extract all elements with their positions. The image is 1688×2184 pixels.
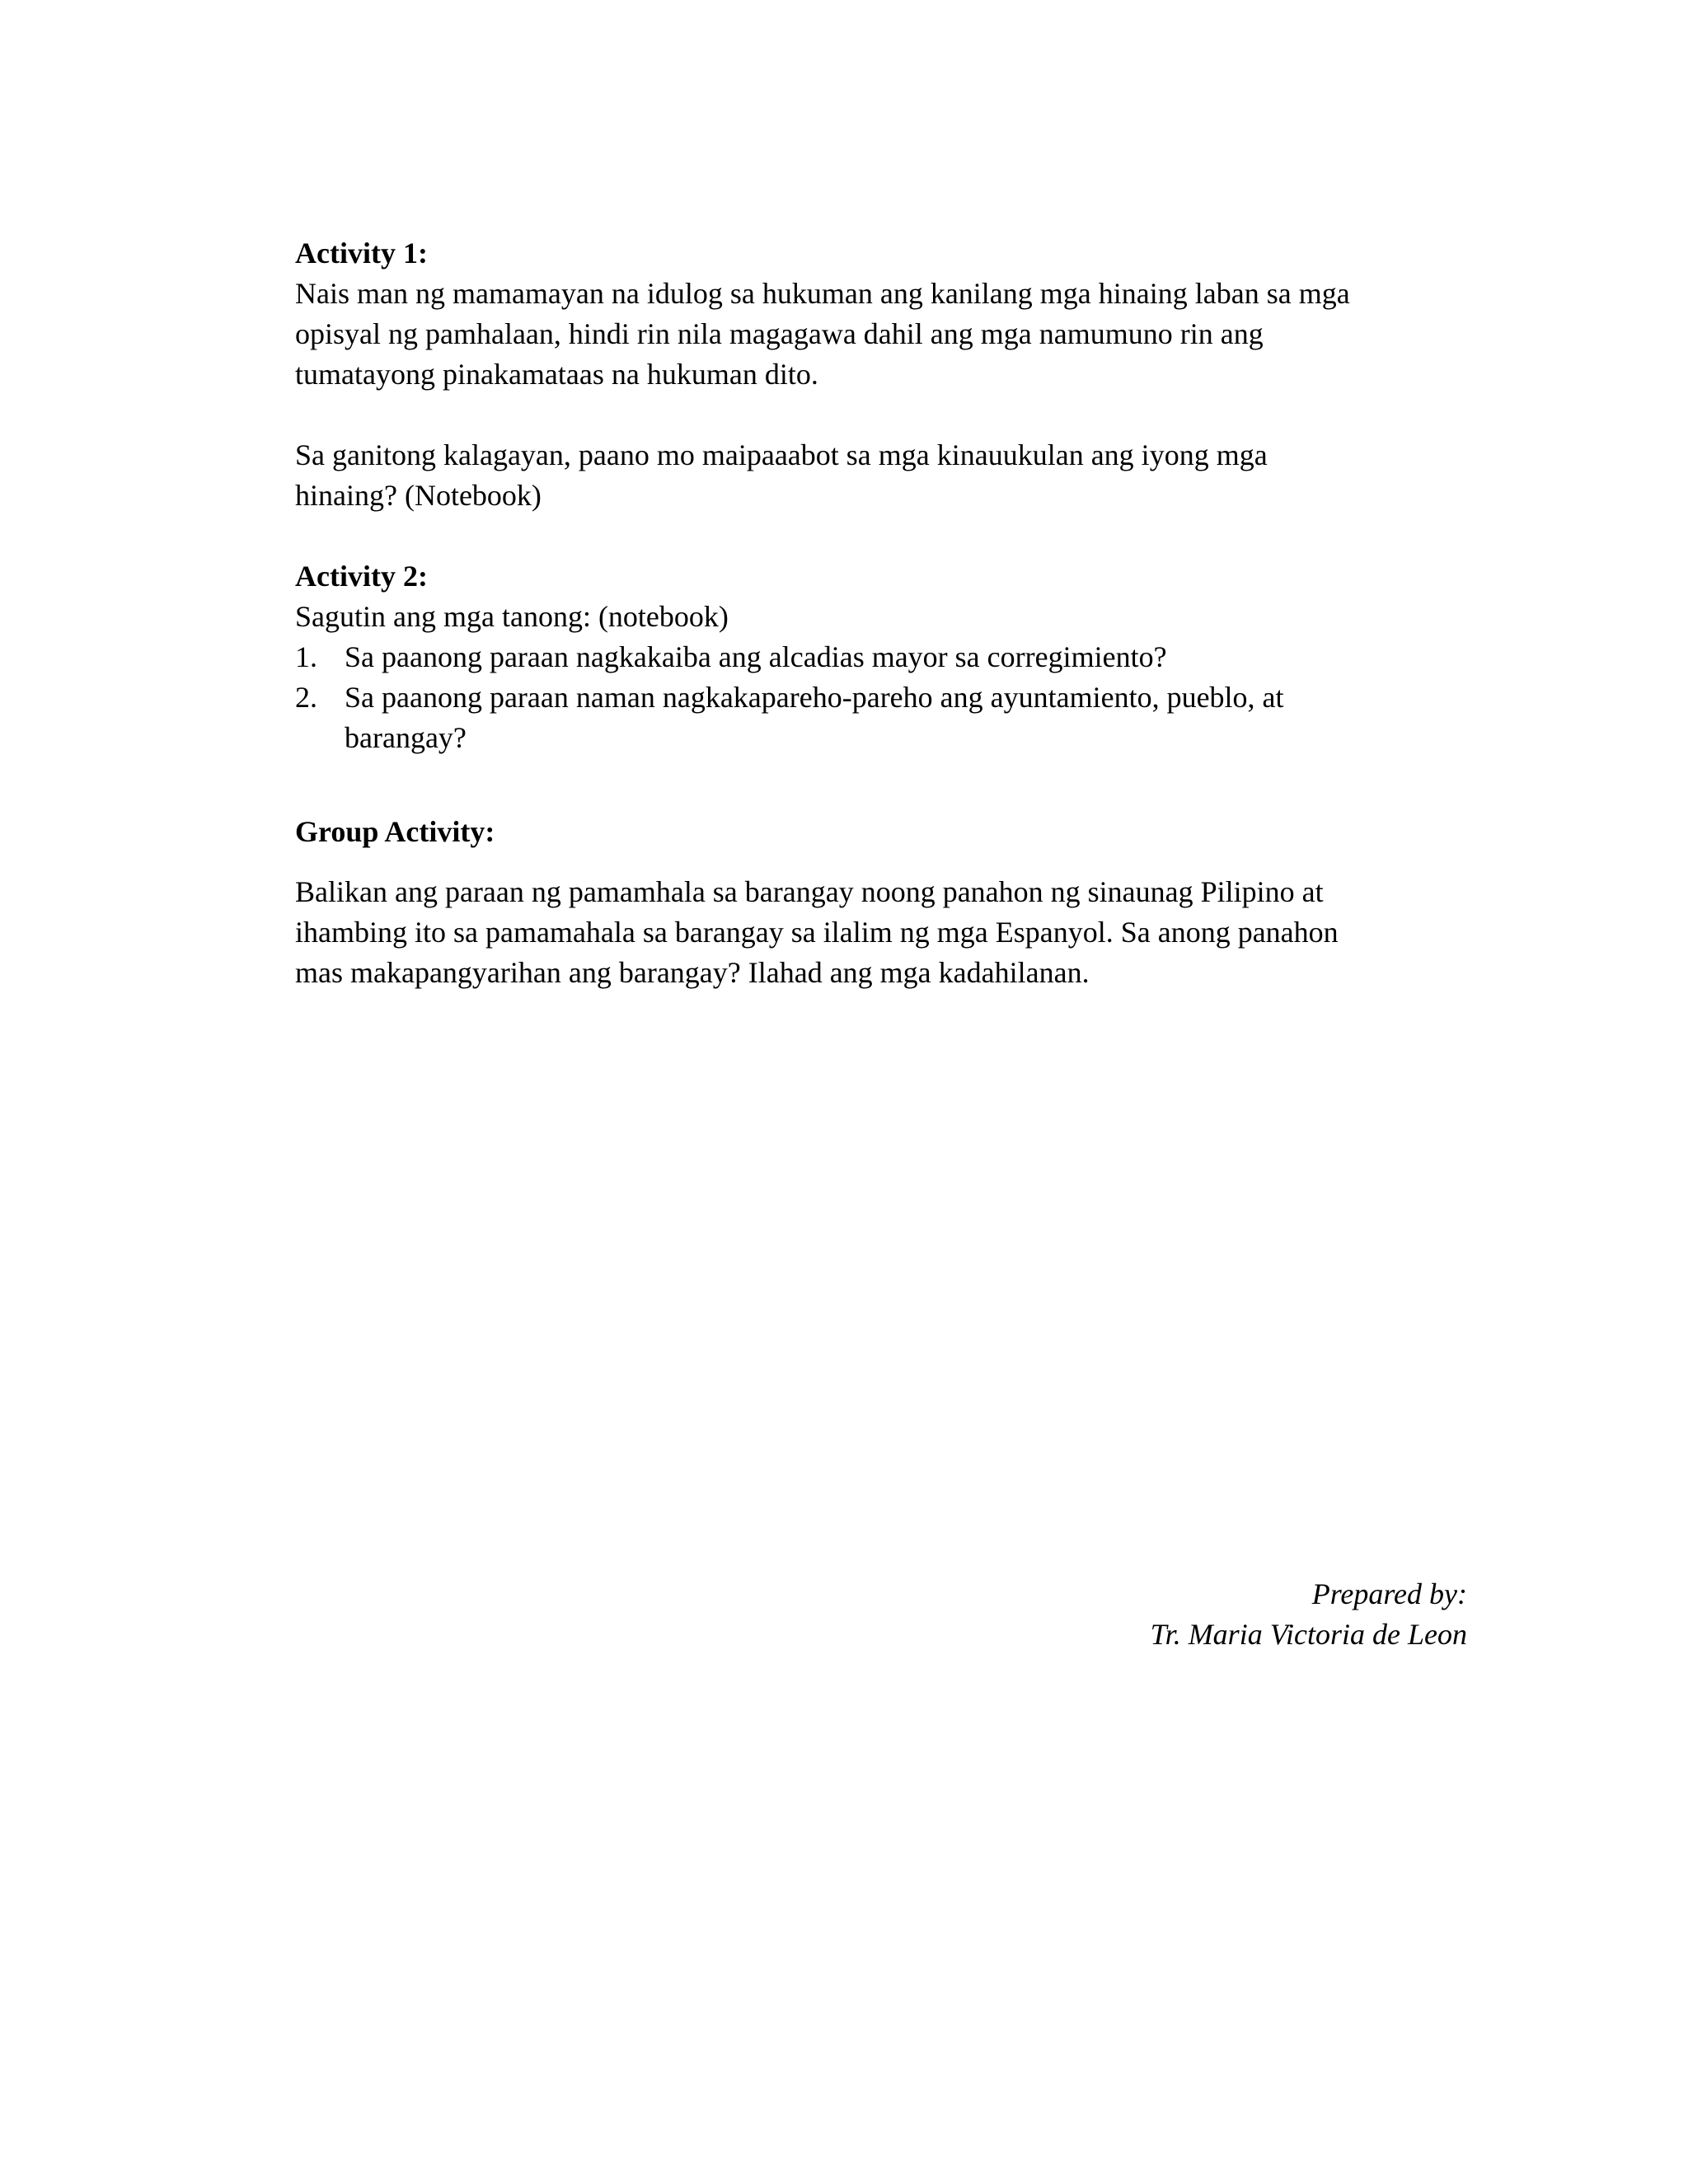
signature-block	[1151, 1574, 1467, 1655]
activity-2-heading: Activity 2:	[295, 560, 428, 593]
activity-2-instruction: Sagutin ang mga tanong: (notebook)	[295, 600, 729, 633]
question-number: 2.	[295, 681, 317, 714]
group-activity-paragraph: Balikan ang paraan ng pamamhala sa barangay noong panahon ng sinaunag Pilipino at ihambing ito sa pamamahala sa barangay sa ilalim ng mga Espanyol. Sa anong panahon mas makapangyarihan ang barangay? Ilahad ang mga kadahilanan.	[295, 875, 1339, 989]
activity-1-heading: Activity 1:	[295, 237, 428, 269]
question-number: 1.	[295, 640, 317, 673]
group-activity-heading: Group Activity:	[295, 815, 495, 848]
document-body	[295, 233, 1482, 993]
question-text: Sa paanong paraan naman nagkakapareho-pareho ang ayuntamiento, pueblo, at barangay?	[345, 681, 1284, 754]
question-text: Sa paanong paraan nagkakaiba ang alcadias mayor sa corregimiento?	[345, 640, 1167, 673]
list-item	[295, 677, 1482, 758]
activity-2-question-list	[295, 637, 1482, 758]
activity-1-paragraph-1: Nais man ng mamamayan na idulog sa hukuman ang kanilang mga hinaing laban sa mga opisyal ng pamhalaan, hindi rin nila magagawa dahil ang mga namumuno rin ang tumatayong pinakamataas na hukuman dito.	[295, 277, 1350, 391]
prepared-by-label: Prepared by:	[1311, 1577, 1467, 1610]
activity-1-paragraph-2: Sa ganitong kalagayan, paano mo maipaaabot sa mga kinauukulan ang iyong mga hinaing? (Notebook)	[295, 438, 1268, 512]
list-item	[295, 637, 1482, 677]
preparer-name: Tr. Maria Victoria de Leon	[1150, 1618, 1467, 1651]
